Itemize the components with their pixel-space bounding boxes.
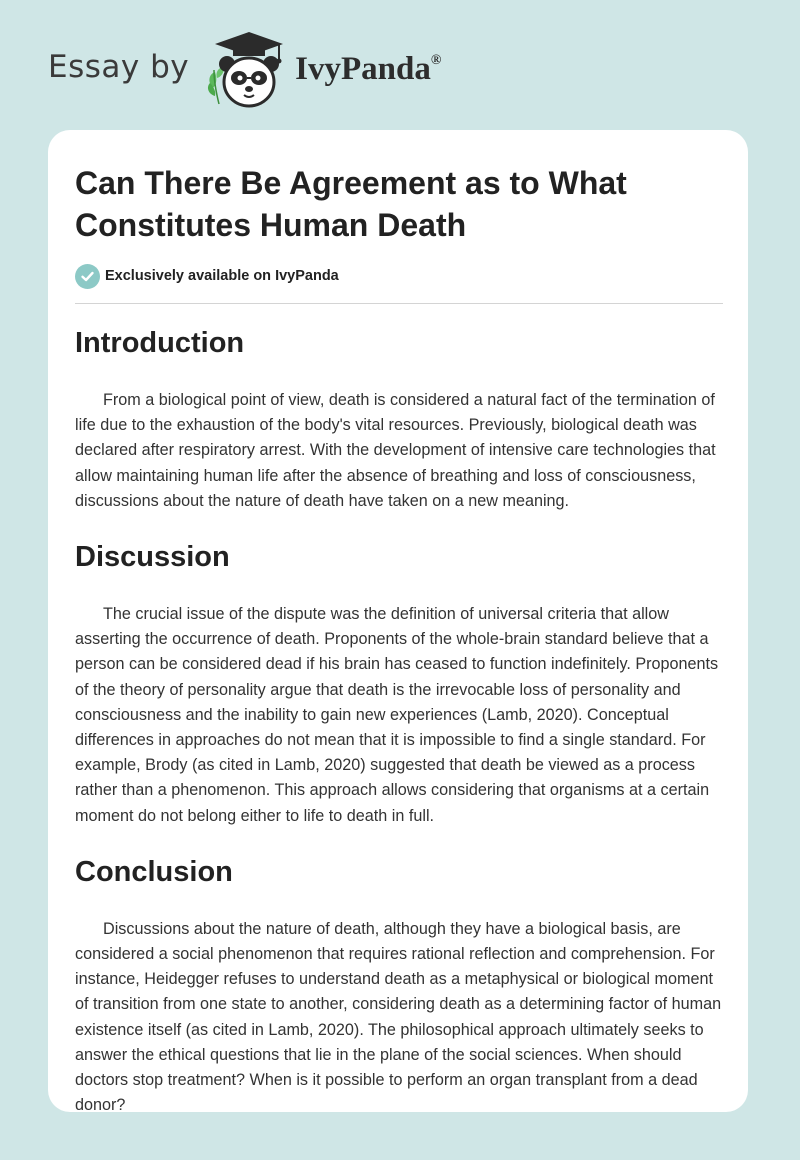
exclusive-badge: [75, 263, 339, 289]
section-discussion: [75, 530, 725, 829]
section-paragraph: The crucial issue of the dispute was the definition of universal criteria that allow asserting the occurrence of death. Proponents of the whole-brain standard believe that a person can be considered dead if his brain has ceased to function indefinitely. Proponents of the theory of personality argue that death is the irrevocable loss of personality and consciousness and the inability to gain new experiences (Lamb, 2020). Conceptual differences in approaches do not mean that it is impossible to find a single standard. For example, Brody (as cited in Lamb, 2020) suggested that death be viewed as a process rather than a phenomenon. This approach allows considering that organisms at a certain moment do not belong either to life to death in full.: [75, 605, 719, 825]
panda-logo-icon[interactable]: [199, 30, 291, 110]
section-paragraph: Discussions about the nature of death, although they have a biological basis, are considered a social phenomenon that requires rational reflection and comprehension. For instance, Heidegger refuses to understand death as a metaphysical or biological moment of transition from one state to another, considering death as a determining factor of human existence itself (as cited in Lamb, 2020). The philosophical approach ultimately seeks to answer the ethical questions that lie in the plane of the social sciences. When should doctors stop treatment? When is it possible to perform an organ transplant from a dead donor?: [75, 919, 722, 1115]
check-icon: [75, 264, 100, 289]
section-heading: Conclusion: [75, 855, 233, 888]
page-title: Can There Be Agreement as to What Constitutes Human Death: [75, 165, 627, 243]
section-heading: Introduction: [75, 327, 245, 359]
registered-mark: ®: [430, 52, 442, 68]
section-heading: Discussion: [75, 541, 230, 574]
essay-body: [75, 316, 725, 1118]
section-introduction: [75, 316, 725, 514]
essay-card: [48, 130, 748, 1115]
badge-text: Exclusively available on IvyPanda: [105, 268, 339, 284]
site-header: [48, 30, 468, 110]
section-conclusion: [75, 845, 725, 1119]
essay-by-label: Essay by: [48, 49, 190, 85]
brand-name[interactable]: IvyPanda®: [295, 50, 442, 87]
title-divider: [75, 303, 723, 304]
section-paragraph: From a biological point of view, death is considered a natural fact of the termination of life due to the exhaustion of the body's vital resources. Previously, biological death was declared after respiratory arrest. With the development of intensive care technologies that allow maintaining human life after the absence of breathing and loss of consciousness, discussions about the nature of death have taken on a new meaning.: [75, 391, 716, 510]
